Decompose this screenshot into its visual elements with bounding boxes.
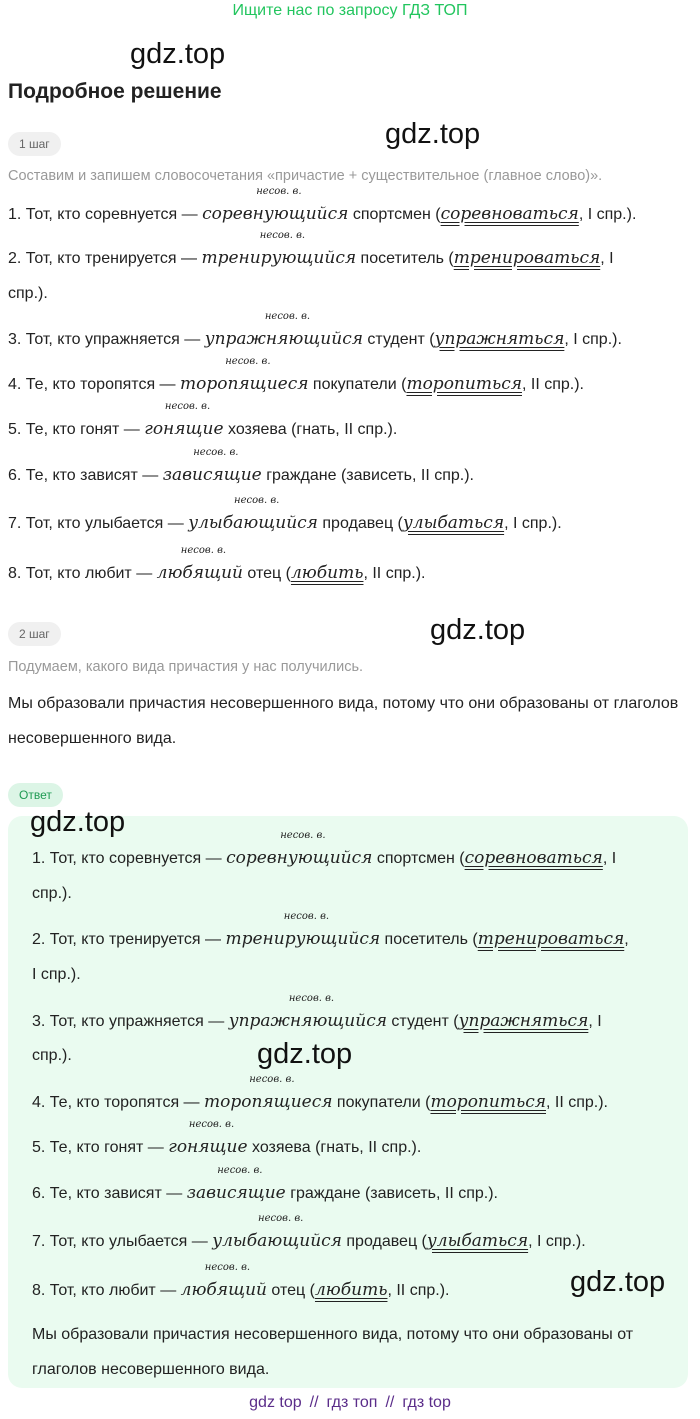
line-text: граждане (зависеть, II спр.). (261, 467, 474, 484)
line-text: , I (600, 250, 614, 267)
line-text: 4. Те, кто торопятся — (32, 1094, 204, 1111)
footer-link[interactable]: гдз top (402, 1394, 451, 1411)
watermark: gdz.top (570, 1266, 666, 1298)
line-text: 3. Тот, кто упражняется — (8, 331, 205, 348)
list-item (32, 1213, 586, 1251)
aspect-label: несов. в. (225, 356, 271, 367)
line-text: 4. Те, кто торопятся — (8, 376, 180, 393)
verb: упражняться (458, 1011, 589, 1031)
page-title: Подробное решение (8, 80, 222, 103)
line-text: покупатели ( (332, 1094, 431, 1111)
aspect-label: несов. в. (258, 1213, 304, 1224)
list-item (32, 1074, 608, 1112)
list-item (32, 1119, 422, 1157)
line-text: , II спр.). (521, 376, 584, 393)
line-text: граждане (зависеть, II спр.). (285, 1185, 498, 1202)
list-item (32, 830, 617, 868)
step-badge: 1 шаг (8, 132, 61, 156)
aspect-label: несов. в. (280, 830, 326, 841)
line-text: 6. Те, кто зависят — (32, 1185, 187, 1202)
list-item (8, 311, 622, 349)
participle: несов. в. гонящие (144, 401, 224, 439)
participle: несов. в. улыбающийся (188, 495, 318, 533)
verb: любить (290, 563, 364, 583)
aspect-label: несов. в. (204, 1262, 251, 1273)
aspect-label: несов. в. (234, 495, 280, 506)
participle: несов. в. улыбающийся (212, 1213, 342, 1251)
line-text: 2. Тот, кто тренируется — (32, 931, 226, 948)
footer-link[interactable]: gdz top (249, 1394, 302, 1411)
line-text: посетитель ( (380, 931, 478, 948)
aspect-label: несов. в. (259, 230, 306, 241)
list-item (8, 447, 474, 485)
line-text: спортсмен ( (348, 206, 441, 223)
aspect-label: несов. в. (264, 311, 311, 322)
line-text: посетитель ( (356, 250, 454, 267)
step-hint: Составим и запишем словосочетания «причастие + существительное (главное слово)». (8, 168, 603, 184)
participle: несов. в. зависящие (162, 447, 262, 485)
line-text: 7. Тот, кто улыбается — (32, 1233, 213, 1250)
line-text: , I спр.). (564, 331, 622, 348)
list-item (8, 186, 637, 224)
verb: тренироваться (477, 929, 625, 949)
line-text: продавец ( (341, 1233, 427, 1250)
list-item (32, 1262, 450, 1300)
line-text: хозяева (гнать, II спр.). (223, 421, 398, 438)
aspect-label: несов. в. (249, 1074, 295, 1085)
list-item (8, 495, 562, 533)
answer-text: Мы образовали причастия несовершенного вида, потому что они образованы от глаголов несовершенного вида. (32, 1326, 634, 1378)
watermark: gdz.top (257, 1038, 353, 1070)
participle: несов. в. соревнующийся (202, 186, 349, 224)
line-text: покупатели ( (308, 376, 407, 393)
list-item (32, 911, 629, 949)
line-text: спортсмен ( (372, 850, 465, 867)
participle: несов. в. зависящие (186, 1165, 286, 1203)
step-hint: Подумаем, какого вида причастия у нас получились. (8, 659, 364, 675)
line-text: , (624, 931, 629, 948)
line-text: студент ( (386, 1013, 459, 1030)
list-item (8, 401, 398, 439)
list-item (8, 356, 584, 394)
footer-links (0, 1394, 700, 1412)
line-text: 6. Те, кто зависят — (8, 467, 163, 484)
line-text: , I спр.). (578, 206, 637, 223)
line-text: 5. Те, кто гонят — (32, 1139, 169, 1156)
line-continuation: спр.). (32, 1047, 72, 1064)
search-banner: Ищите нас по запросу ГДЗ ТОП (232, 2, 468, 19)
verb: улыбаться (402, 513, 505, 533)
line-continuation: спр.). (32, 885, 72, 902)
line-text: 8. Тот, кто любит — (32, 1282, 181, 1299)
aspect-label: несов. в. (188, 1119, 235, 1130)
line-text: 8. Тот, кто любит — (8, 565, 157, 582)
verb: торопиться (430, 1092, 546, 1112)
aspect-label: несов. в. (288, 993, 335, 1004)
line-text: , II спр.). (363, 565, 426, 582)
footer-separator: // (309, 1394, 319, 1411)
line-text: , I (588, 1013, 602, 1030)
verb: упражняться (434, 329, 565, 349)
verb: тренироваться (453, 248, 601, 268)
line-text: хозяева (гнать, II спр.). (247, 1139, 422, 1156)
footer-separator: // (385, 1394, 395, 1411)
step-badge: 2 шаг (8, 622, 61, 646)
verb: соревноваться (464, 848, 603, 868)
aspect-label: несов. в. (180, 545, 227, 556)
line-text: 2. Тот, кто тренируется — (8, 250, 202, 267)
verb: торопиться (406, 374, 522, 394)
line-text: , I (602, 850, 617, 867)
line-text: 1. Тот, кто соревнуется — (8, 206, 203, 223)
list-item (8, 230, 614, 268)
participle: несов. в. тренирующийся (225, 911, 381, 949)
aspect-label: несов. в. (217, 1165, 263, 1176)
line-text: 5. Те, кто гонят — (8, 421, 145, 438)
line-continuation: I спр.). (32, 966, 81, 983)
line-text: продавец ( (317, 515, 403, 532)
participle: несов. в. любящий (180, 1262, 267, 1300)
watermark: gdz.top (30, 806, 126, 838)
step-text: Мы образовали причастия несовершенного вида, потому что они образованы от глаголов несовершенного вида. (8, 695, 679, 747)
participle: несов. в. любящий (156, 545, 243, 583)
answer-badge: Ответ (8, 783, 63, 807)
participle: несов. в. торопящиеся (204, 1074, 333, 1112)
list-item (8, 545, 426, 583)
line-text: отец ( (242, 565, 291, 582)
line-text: отец ( (266, 1282, 315, 1299)
line-text: , II спр.). (387, 1282, 450, 1299)
watermark: gdz.top (130, 38, 226, 70)
participle: несов. в. соревнующийся (226, 830, 373, 868)
line-text: студент ( (362, 331, 435, 348)
line-text: , II спр.). (545, 1094, 608, 1111)
line-text: , I спр.). (528, 1233, 586, 1250)
verb: любить (314, 1280, 388, 1300)
aspect-label: несов. в. (164, 401, 211, 412)
verb: улыбаться (426, 1231, 529, 1251)
participle: несов. в. упражняющийся (228, 993, 387, 1031)
line-text: 3. Тот, кто упражняется — (32, 1013, 229, 1030)
participle: несов. в. гонящие (168, 1119, 248, 1157)
verb: соревноваться (440, 204, 579, 224)
line-text: 7. Тот, кто улыбается — (8, 515, 189, 532)
list-item (32, 993, 602, 1031)
aspect-label: несов. в. (193, 447, 239, 458)
line-text: , I спр.). (504, 515, 562, 532)
participle: несов. в. упражняющийся (204, 311, 363, 349)
watermark: gdz.top (385, 118, 481, 150)
participle: несов. в. торопящиеся (180, 356, 309, 394)
line-continuation: спр.). (8, 285, 48, 302)
footer-link[interactable]: гдз топ (326, 1394, 378, 1411)
list-item (32, 1165, 498, 1203)
aspect-label: несов. в. (283, 911, 330, 922)
participle: несов. в. тренирующийся (201, 230, 357, 268)
watermark: gdz.top (430, 614, 526, 646)
aspect-label: несов. в. (256, 186, 302, 197)
line-text: 1. Тот, кто соревнуется — (32, 850, 227, 867)
